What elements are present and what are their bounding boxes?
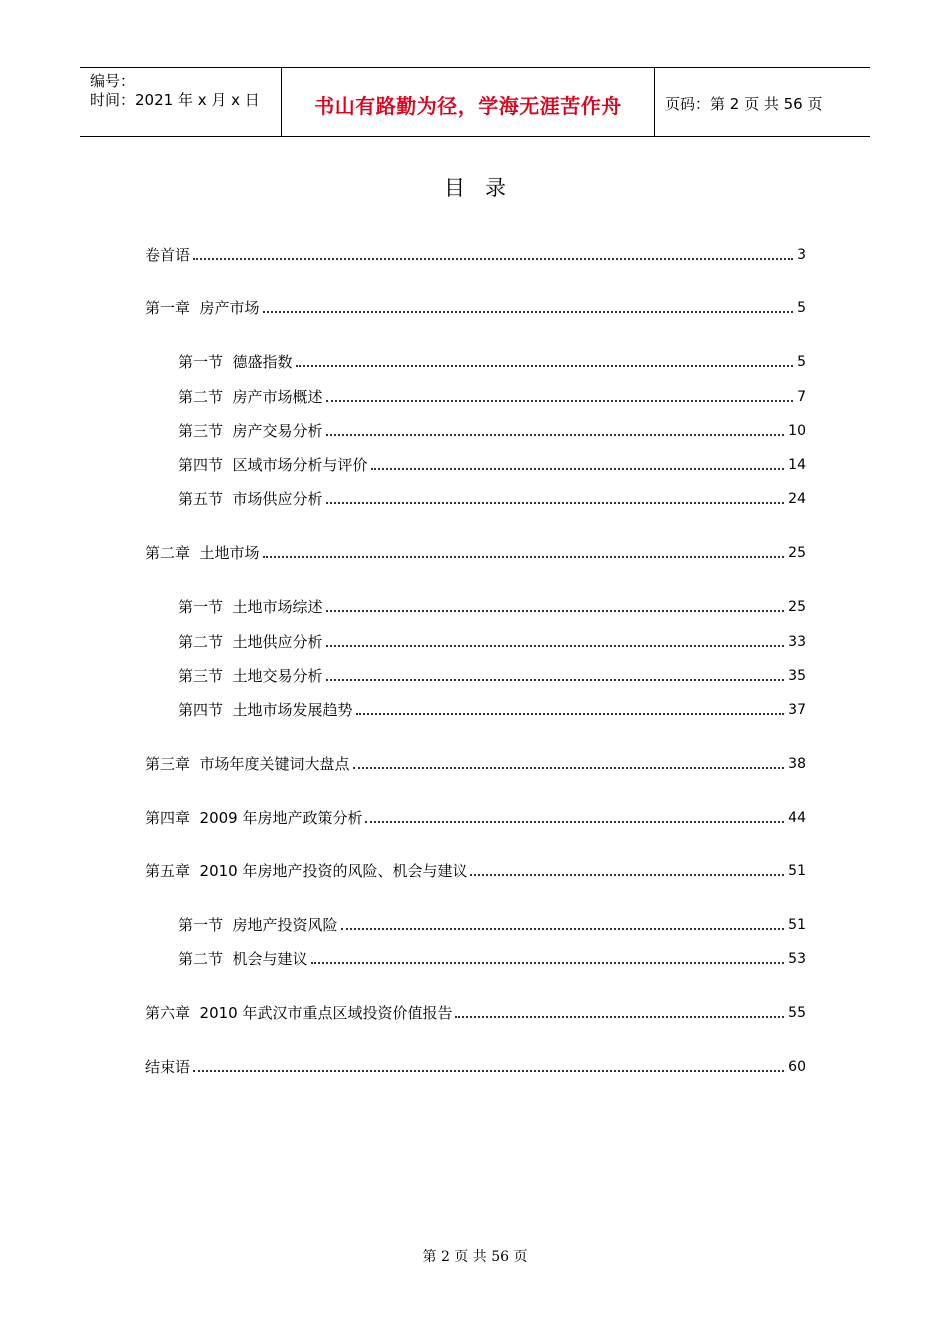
toc-entry-label: 第三节 土地交易分析 bbox=[178, 667, 323, 685]
toc-entry-page: 51 bbox=[788, 863, 806, 879]
toc-leader-dots bbox=[193, 1070, 784, 1072]
toc-entry[interactable] bbox=[178, 595, 806, 617]
toc-entry-page: 25 bbox=[788, 545, 806, 561]
toc-leader-dots bbox=[326, 434, 785, 436]
toc-leader-dots bbox=[371, 468, 785, 470]
toc-entry-label: 卷首语 bbox=[145, 246, 191, 264]
toc-entry-label: 第四节 土地市场发展趋势 bbox=[178, 701, 353, 719]
toc-entry-page: 60 bbox=[788, 1059, 806, 1075]
toc-entry-label: 结束语 bbox=[145, 1058, 191, 1076]
toc-leader-dots bbox=[326, 400, 794, 402]
toc-entry[interactable] bbox=[178, 947, 806, 969]
header-number: 编号： bbox=[90, 72, 136, 90]
toc-entry[interactable] bbox=[145, 1055, 806, 1077]
toc-leader-dots bbox=[365, 821, 784, 823]
toc-entry[interactable] bbox=[178, 664, 806, 686]
toc-leader-dots bbox=[470, 874, 784, 876]
toc-entry-page: 38 bbox=[788, 756, 806, 772]
toc-entry-page: 7 bbox=[797, 389, 806, 405]
toc-entry[interactable] bbox=[145, 1001, 806, 1023]
toc-leader-dots bbox=[263, 311, 794, 313]
toc-entry-page: 53 bbox=[788, 951, 806, 967]
toc-entry-label: 第一节 土地市场综述 bbox=[178, 598, 323, 616]
toc-entry[interactable] bbox=[145, 859, 806, 881]
toc-entry[interactable] bbox=[178, 487, 806, 509]
header-page-number: 页码：第 2 页 共 56 页 bbox=[665, 95, 823, 113]
toc-entry-label: 第二章 土地市场 bbox=[145, 544, 260, 562]
toc-entry[interactable] bbox=[145, 541, 806, 563]
toc-entry[interactable] bbox=[178, 419, 806, 441]
toc-leader-dots bbox=[341, 928, 785, 930]
toc-leader-dots bbox=[353, 767, 785, 769]
toc-leader-dots bbox=[296, 365, 794, 367]
toc-entry[interactable] bbox=[178, 913, 806, 935]
toc-leader-dots bbox=[193, 258, 793, 260]
toc-entry-page: 35 bbox=[788, 668, 806, 684]
toc-entry[interactable] bbox=[145, 243, 806, 265]
toc-entry-page: 33 bbox=[788, 634, 806, 650]
toc-leader-dots bbox=[311, 962, 785, 964]
toc-leader-dots bbox=[326, 679, 785, 681]
toc-entry-label: 第二节 土地供应分析 bbox=[178, 633, 323, 651]
toc-entry[interactable] bbox=[145, 296, 806, 318]
toc-entry-page: 44 bbox=[788, 810, 806, 826]
toc-entry-label: 第五章 2010 年房地产投资的风险、机会与建议 bbox=[145, 862, 468, 880]
toc-entry-label: 第四章 2009 年房地产政策分析 bbox=[145, 809, 363, 827]
toc-leader-dots bbox=[356, 713, 785, 715]
toc-entry-page: 24 bbox=[788, 491, 806, 507]
toc-entry[interactable] bbox=[178, 385, 806, 407]
toc-entry-page: 3 bbox=[797, 247, 806, 263]
toc-entry[interactable] bbox=[178, 350, 806, 372]
toc-entry-label: 第二节 房产市场概述 bbox=[178, 388, 323, 406]
toc-entry-label: 第六章 2010 年武汉市重点区域投资价值报告 bbox=[145, 1004, 453, 1022]
toc-entry-page: 10 bbox=[788, 423, 806, 439]
header-meta bbox=[90, 72, 260, 110]
toc-leader-dots bbox=[326, 645, 785, 647]
toc-entry-page: 37 bbox=[788, 702, 806, 718]
page-footer: 第 2 页 共 56 页 bbox=[422, 1249, 528, 1265]
toc-entry-label: 第四节 区域市场分析与评价 bbox=[178, 456, 368, 474]
toc-entry-label: 第三章 市场年度关键词大盘点 bbox=[145, 755, 350, 773]
toc-entry-label: 第一节 德盛指数 bbox=[178, 353, 293, 371]
toc-entry[interactable] bbox=[178, 698, 806, 720]
toc-leader-dots bbox=[455, 1016, 784, 1018]
toc-entry-page: 51 bbox=[788, 917, 806, 933]
toc-title: 目录 bbox=[444, 176, 526, 200]
toc-entry[interactable] bbox=[145, 806, 806, 828]
header-divider-right bbox=[654, 68, 655, 136]
toc-entry-page: 5 bbox=[797, 354, 806, 370]
toc-entry-page: 55 bbox=[788, 1005, 806, 1021]
toc-leader-dots bbox=[326, 502, 785, 504]
toc-entry-label: 第五节 市场供应分析 bbox=[178, 490, 323, 508]
toc-leader-dots bbox=[326, 610, 785, 612]
toc-entry[interactable] bbox=[145, 752, 806, 774]
toc-entry[interactable] bbox=[178, 630, 806, 652]
toc-entry-page: 14 bbox=[788, 457, 806, 473]
toc-entry-label: 第二节 机会与建议 bbox=[178, 950, 308, 968]
toc-entry-page: 25 bbox=[788, 599, 806, 615]
header-motto: 书山有路勤为径，学海无涯苦作舟 bbox=[314, 94, 622, 118]
toc-entry-page: 5 bbox=[797, 300, 806, 316]
toc-entry-label: 第三节 房产交易分析 bbox=[178, 422, 323, 440]
page-header bbox=[80, 67, 870, 137]
toc-entry-label: 第一节 房地产投资风险 bbox=[178, 916, 338, 934]
header-time: 时间：2021 年 x 月 x 日 bbox=[90, 91, 260, 109]
toc-leader-dots bbox=[263, 556, 785, 558]
toc-entry-label: 第一章 房产市场 bbox=[145, 299, 260, 317]
toc-entry[interactable] bbox=[178, 453, 806, 475]
